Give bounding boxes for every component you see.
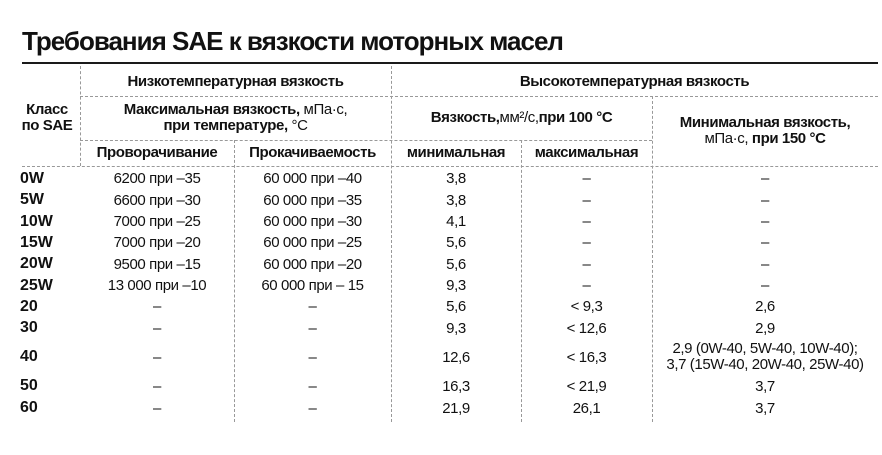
header-kinematic-viscosity: Вязкость, мм²/с, при 100 °C: [430, 109, 613, 126]
table-cell-hths: –: [761, 255, 769, 273]
table-cell-pump: –: [308, 298, 317, 315]
table-cell-crank: 13 000 при –10: [107, 277, 207, 294]
title-rule: [22, 62, 878, 64]
table-cell-kmin: 9,3: [446, 319, 466, 337]
table-cell-hths: –: [761, 170, 769, 187]
class-label: 20: [20, 298, 38, 315]
table-cell-pump: 60 000 при –20: [263, 255, 362, 273]
table-cell-pump: 60 000 при –35: [263, 191, 362, 209]
divider: [80, 96, 878, 97]
table-cell-crank: –: [153, 319, 161, 337]
divider: [80, 140, 652, 141]
table-cell-kmin: 5,6: [446, 298, 466, 315]
header-min-viscosity-150: Минимальная вязкость, мПа·с, при 150 °C: [679, 114, 851, 147]
table-cell-hths: 3,7: [755, 399, 775, 417]
table-cell-kmin: 9,3: [446, 277, 466, 294]
table-cell-pump: 60 000 при –40: [263, 170, 362, 187]
table-cell-hths: –: [761, 191, 769, 209]
table-cell-kmin: 16,3: [442, 377, 470, 395]
table-cell-crank: 6600 при –30: [113, 191, 201, 209]
table-cell-pump: –: [308, 399, 317, 417]
class-label: 40: [20, 348, 38, 365]
table-cell-kmin: 21,9: [442, 399, 470, 417]
class-label: 20W: [20, 255, 53, 272]
table-cell-kmax: –: [582, 255, 591, 273]
table-cell-kmax: < 9,3: [570, 298, 603, 315]
class-label: 5W: [20, 191, 44, 208]
table-cell-crank: 7000 при –20: [113, 234, 201, 251]
table-cell-kmin: 5,6: [446, 234, 466, 251]
table-cell-kmax: –: [582, 191, 591, 209]
header-max-viscosity: Максимальная вязкость, мПа·с, при температуре, °C: [123, 101, 348, 134]
table-cell-kmax: < 16,3: [566, 348, 607, 366]
table-cell-hths: –: [761, 234, 769, 251]
table-cell-hths: –: [761, 213, 769, 230]
table-cell-kmax: –: [582, 170, 591, 187]
hths-line-2: 3,7 (15W-40, 20W-40, 25W-40): [666, 356, 864, 373]
class-label: 30: [20, 319, 38, 336]
table-cell-kmax: –: [582, 213, 591, 230]
hths-line-1: 2,9 (0W-40, 5W-40, 10W-40);: [672, 340, 858, 357]
table-cell-crank: 9500 при –15: [113, 255, 201, 273]
table-cell-hths: 2,6: [755, 298, 775, 315]
table-cell-crank: –: [153, 348, 161, 366]
class-label: 0W: [20, 170, 44, 187]
table-cell-hths: 2,9: [755, 319, 775, 337]
table-cell-kmax: 26,1: [572, 399, 601, 417]
table-cell-pump: –: [308, 348, 317, 366]
header-max: максимальная: [534, 144, 639, 161]
table-cell-kmin: 3,8: [446, 191, 466, 209]
table-cell-crank: 6200 при –35: [113, 170, 201, 187]
table-cell-kmax: –: [582, 234, 591, 251]
table-cell-kmax: < 21,9: [566, 377, 607, 395]
header-cranking: Проворачивание: [96, 144, 218, 161]
divider: [22, 166, 878, 167]
class-label: 10W: [20, 213, 53, 230]
table-cell-pump: –: [308, 319, 317, 337]
table-cell-kmax: < 12,6: [566, 319, 607, 337]
class-label: 15W: [20, 234, 53, 251]
table-cell-crank: –: [153, 298, 161, 315]
table-title: Требования SAE к вязкости моторных масел: [22, 26, 563, 56]
header-min: минимальная: [406, 144, 506, 161]
table-cell-kmin: 5,6: [446, 255, 466, 273]
class-label: 25W: [20, 277, 53, 294]
table-cell-kmin: 4,1: [446, 213, 466, 230]
table-cell-hths: –: [761, 277, 769, 294]
class-label: 50: [20, 377, 38, 394]
table-cell-crank: –: [153, 377, 161, 395]
table-cell-pump: –: [308, 377, 317, 395]
table-cell-hths: 3,7: [755, 377, 775, 395]
table-cell-pump: 60 000 при – 15: [261, 277, 364, 294]
table-cell-kmin: 12,6: [442, 348, 470, 366]
table-cell-kmax: –: [582, 277, 591, 294]
table-cell-crank: –: [153, 399, 161, 417]
header-high-temp: Высокотемпературная вязкость: [519, 73, 750, 90]
header-pumping: Прокачиваемость: [249, 144, 376, 161]
table-cell-crank: 7000 при –25: [113, 213, 201, 230]
class-label: 60: [20, 399, 38, 416]
table-cell-pump: 60 000 при –30: [263, 213, 362, 230]
table-cell-pump: 60 000 при –25: [263, 234, 362, 251]
table-cell-kmin: 3,8: [446, 170, 466, 187]
header-class: Класс по SAE: [21, 101, 73, 134]
header-low-temp: Низкотемпературная вязкость: [127, 73, 344, 90]
table-cell-hths: [652, 339, 878, 375]
